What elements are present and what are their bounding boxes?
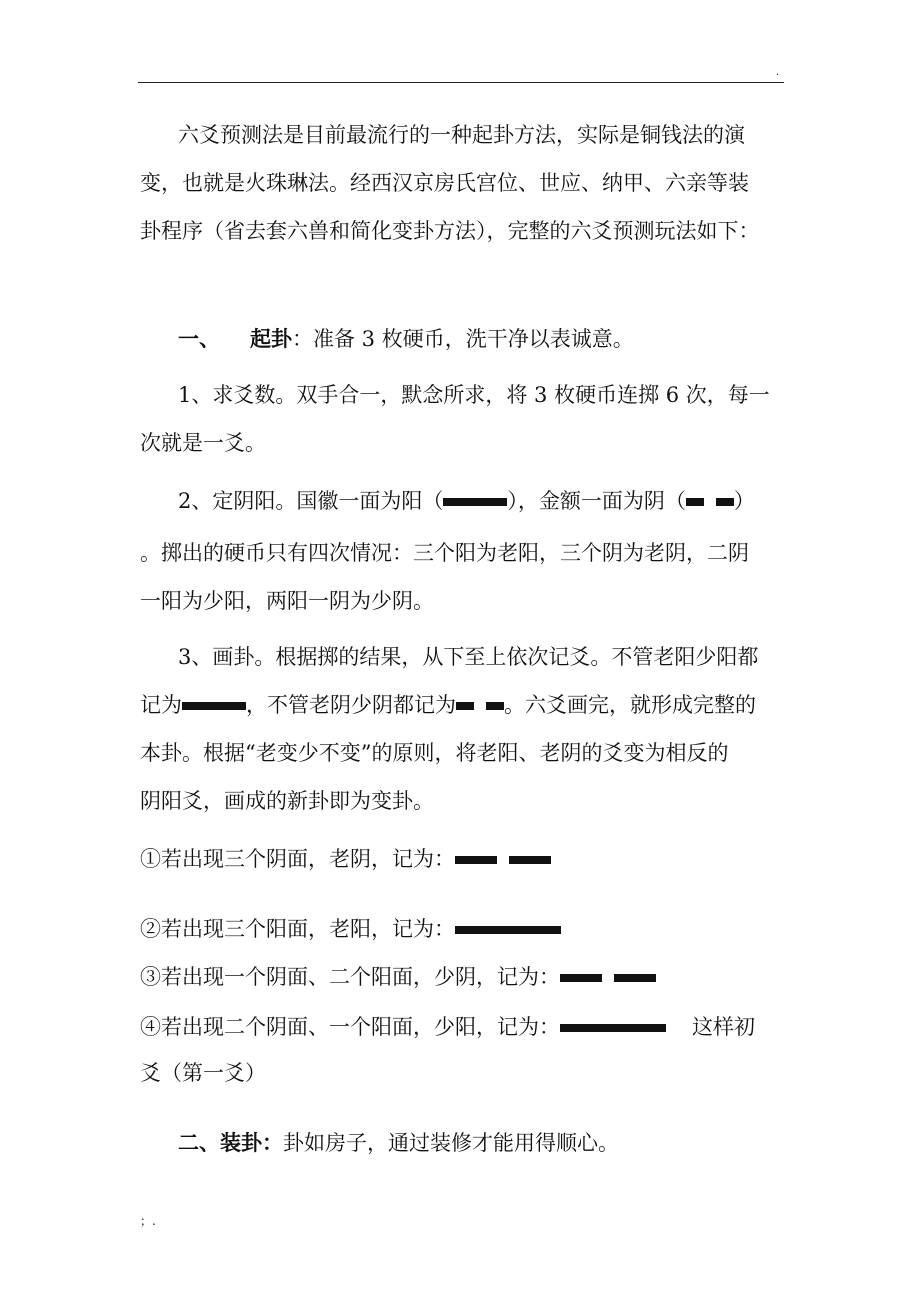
intro-line-1: 六爻预测法是目前最流行的一种起卦方法，实际是铜钱法的演: [178, 123, 745, 147]
case-4: [140, 1012, 755, 1042]
old-yin-symbol-right: [509, 856, 551, 864]
step3-line-1: 3、画卦。根据掷的结果，从下至上依次记爻。不管老阳少阳都: [178, 645, 759, 669]
young-yin-symbol-left: [560, 974, 602, 982]
yang-line-symbol: [182, 702, 246, 710]
case-2: [140, 914, 561, 944]
step1-line-1: 1、求爻数。双手合一，默念所求，将 3 枚硬币连掷 6 次，每一: [178, 383, 770, 407]
intro-line-2: 变，也就是火珠琳法。经西汉京房氏宫位、世应、纳甲、六亲等装: [140, 171, 749, 195]
step3-text-b: ，不管老阴少阴都记为: [246, 693, 456, 717]
step3-line-4: 阴阳爻，画成的新卦即为变卦。: [140, 789, 434, 813]
yin-line-symbol-right: [486, 702, 504, 710]
intro-line-3: 卦程序（省去套六兽和简化变卦方法），完整的六爻预测玩法如下：: [140, 219, 760, 243]
section2-heading: [178, 1128, 619, 1158]
case-4-text: ④若出现二个阴面、一个阳面，少阳，记为：: [140, 1015, 560, 1039]
step1-line-2: 次就是一爻。: [140, 431, 266, 455]
case-2-text: ②若出现三个阳面，老阳，记为：: [140, 917, 455, 941]
young-yin-symbol-right: [614, 974, 656, 982]
section1-title: 起卦: [250, 326, 292, 351]
yin-line-symbol-left: [686, 498, 704, 506]
section2-colon: ：: [262, 1130, 283, 1155]
yang-line-symbol: [443, 498, 507, 506]
section1-text: 准备 3 枚硬币，洗干净以表诚意。: [313, 327, 634, 351]
header-mark: .: [776, 67, 780, 78]
yin-line-symbol-left: [456, 702, 474, 710]
step3-text-a: 记为: [140, 693, 182, 717]
step2-line-2: 。掷出的硬币只有四次情况：三个阳为老阳，三个阴为老阴，二阴: [140, 541, 749, 565]
step2-text-b: ），金额一面为阴（: [507, 489, 686, 513]
case-1: [140, 844, 551, 874]
step3-line-2: [140, 690, 756, 720]
old-yang-symbol: [455, 926, 561, 934]
section2-title: 二、装卦: [178, 1130, 262, 1155]
step2-line-3: 一阳为少阳，两阳一阴为少阴。: [140, 589, 434, 613]
step3-line-3: 本卦。根据“老变少不变”的原则，将老阳、老阴的爻变为相反的: [140, 741, 729, 765]
header-rule: [138, 82, 784, 83]
case-3: [140, 962, 656, 992]
yin-line-symbol-right: [716, 498, 734, 506]
step2-text-a: 2、定阴阳。国徽一面为阳（: [178, 489, 444, 513]
case-3-text: ③若出现一个阴面、二个阳面，少阴，记为：: [140, 965, 560, 989]
step2-line-1: [178, 486, 755, 516]
section1-number: 一、: [178, 326, 220, 351]
case-1-text: ①若出现三个阴面，老阴，记为：: [140, 847, 455, 871]
footer-mark: ；.: [140, 1214, 156, 1228]
old-yin-symbol-left: [455, 856, 497, 864]
section1-heading: [178, 324, 634, 354]
step3-text-c: 。六爻画完，就形成完整的: [504, 693, 756, 717]
young-yang-symbol: [560, 1024, 666, 1032]
case-4-tail: 这样初: [692, 1015, 755, 1039]
section1-colon: ：: [292, 327, 313, 351]
section2-text: 卦如房子，通过装修才能用得顺心。: [283, 1131, 619, 1155]
step2-text-c: ）: [733, 489, 755, 513]
case-4-line-2: 爻（第一爻）: [140, 1061, 266, 1085]
